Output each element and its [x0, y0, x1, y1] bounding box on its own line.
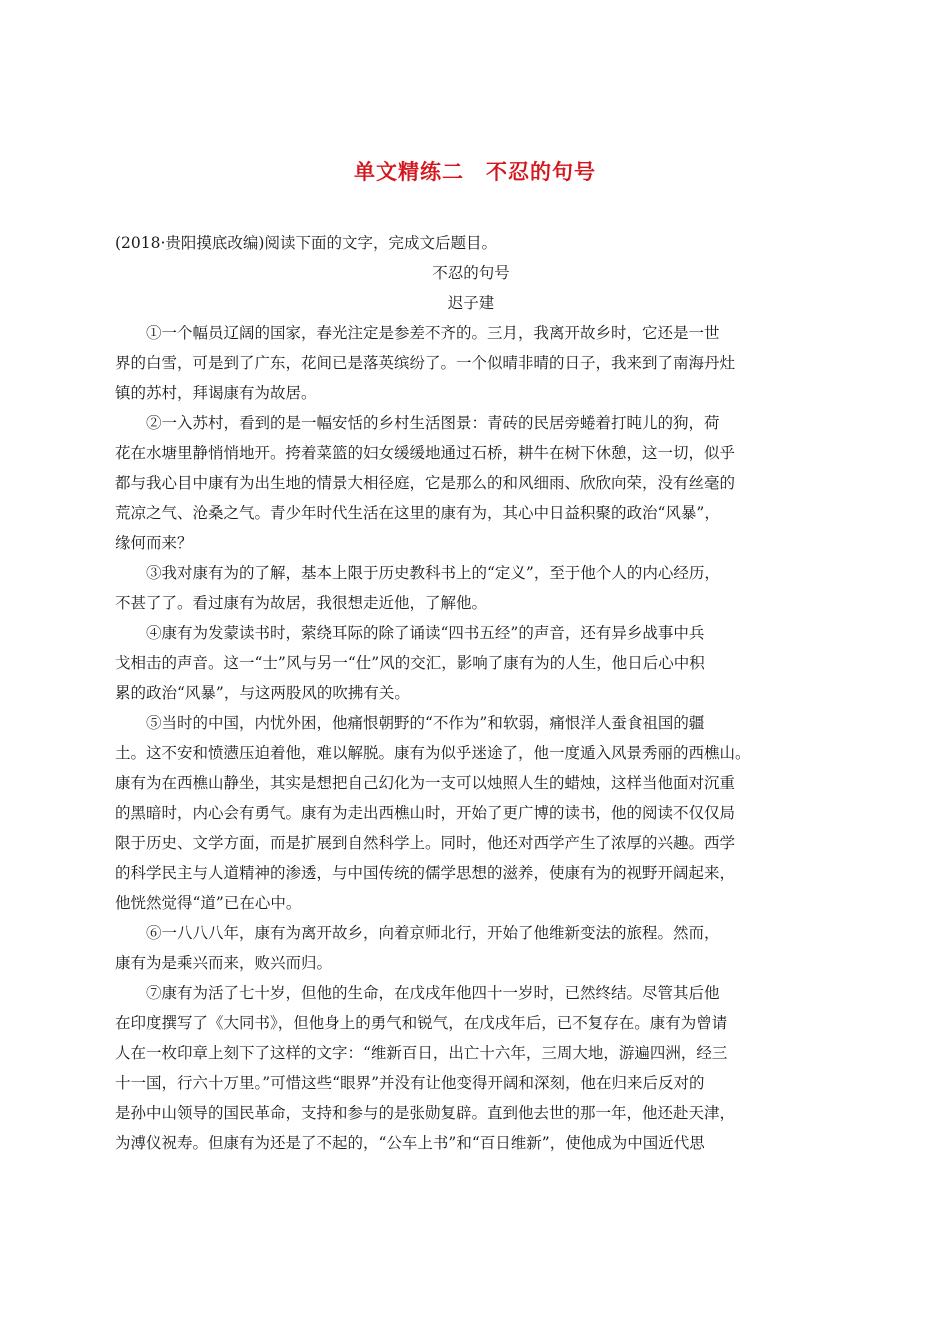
paragraph-line: ⑤当时的中国，内忧外困，他痛恨朝野的“不作为”和软弱，痛恨洋人蚕食祖国的疆 [146, 714, 705, 732]
paragraph-line: 康有为在西樵山静坐，其实是想把自己幻化为一支可以烛照人生的蜡烛，这样当他面对沉重 [115, 774, 736, 792]
paragraph-line: 康有为是乘兴而来，败兴而归。 [115, 954, 333, 972]
paragraph-line: 花在水塘里静悄悄地开。挎着菜篮的妇女缓缓地通过石桥，耕牛在树下休憩，这一切，似乎 [115, 444, 736, 462]
paragraph-line: ③我对康有为的了解，基本上限于历史教科书上的“定义”，至于他个人的内心经历， [146, 564, 720, 582]
paragraph-line: ②一入苏村，看到的是一幅安恬的乡村生活图景：青砖的民居旁蜷着打盹儿的狗，荷 [146, 414, 720, 432]
paragraph-line: 戈相击的声音。这一“士”风与另一“仕”风的交汇，影响了康有为的人生，他日后心中积 [115, 654, 705, 672]
essay-paragraph [115, 978, 827, 1158]
paragraph-line: 累的政治“风暴”，与这两股风的吹拂有关。 [115, 684, 410, 702]
essay-paragraph [115, 558, 827, 618]
paragraph-line: 十一国，行六十万里。”可惜这些“眼界”并没有让他变得开阔和深刻，他在归来后反对的 [115, 1074, 705, 1092]
paragraph-line: 限于历史、文学方面，而是扩展到自然科学上。同时，他还对西学产生了浓厚的兴趣。西学 [115, 834, 736, 852]
paragraph-line: ①一个幅员辽阔的国家，春光注定是参差不齐的。三月，我离开故乡时，它还是一世 [146, 324, 720, 342]
paragraph-line: 荒凉之气、沧桑之气。青少年时代生活在这里的康有为，其心中日益积聚的政治“风暴”， [115, 504, 720, 522]
essay-paragraph [115, 918, 827, 978]
paragraph-line: 镇的苏村，拜谒康有为故居。 [115, 384, 317, 402]
essay-author: 迟子建 [447, 294, 495, 312]
paragraph-line: ⑦康有为活了七十岁，但他的生命，在戊戌年他四十一岁时，已然终结。尽管其后他 [146, 984, 720, 1002]
paragraph-line: 的科学民主与人道精神的渗透，与中国传统的儒学思想的滋养，使康有为的视野开阔起来， [115, 864, 736, 882]
paragraph-line: 他恍然觉得“道”已在心中。 [115, 894, 302, 912]
page-title: 单文精练二 不忍的句号 [354, 160, 596, 184]
paragraph-line: 都与我心目中康有为出生地的情景大相径庭，它是那么的和风细雨、欣欣向荣，没有丝毫的 [115, 474, 736, 492]
paragraph-line: 的黑暗时，内心会有勇气。康有为走出西樵山时，开始了更广博的读书，他的阅读不仅仅局 [115, 804, 736, 822]
source-note: (2018·贵阳摸底改编)阅读下面的文字，完成文后题目。 [115, 234, 497, 252]
essay-paragraph [115, 708, 827, 918]
paragraph-line: 界的白雪，可是到了广东，花间已是落英缤纷了。一个似晴非晴的日子，我来到了南海丹灶 [115, 354, 736, 372]
essay-paragraph [115, 618, 827, 708]
paragraph-line: 在印度撰写了《大同书》，但他身上的勇气和锐气，在戊戌年后，已不复存在。康有为曾请 [115, 1014, 728, 1032]
paragraph-line: 不甚了了。看过康有为故居，我很想走近他，了解他。 [115, 594, 488, 612]
essay-title: 不忍的句号 [432, 264, 510, 282]
paragraph-line: 是孙中山领导的国民革命，支持和参与的是张勋复辟。直到他去世的那一年，他还赴天津， [115, 1104, 736, 1122]
paragraph-line: 缘何而来？ [115, 534, 193, 552]
paragraph-line: ④康有为发蒙读书时，萦绕耳际的除了诵读“四书五经”的声音，还有异乡战事中兵 [146, 624, 705, 642]
essay-paragraphs [115, 318, 827, 1158]
essay-paragraph [115, 318, 827, 408]
paragraph-line: 土。这不安和愤懑压迫着他，难以解脱。康有为似乎迷途了，他一度遁入风景秀丽的西樵山。 [115, 744, 751, 762]
paragraph-line: ⑥一八八八年，康有为离开故乡，向着京师北行，开始了他维新变法的旅程。然而， [146, 924, 720, 942]
document-body [115, 228, 827, 1158]
paragraph-line: 为溥仪祝寿。但康有为还是了不起的，“公车上书”和“百日维新”，使他成为中国近代思 [115, 1134, 705, 1152]
paragraph-line: 人在一枚印章上刻下了这样的文字：“维新百日，出亡十六年，三周大地，游遍四洲，经三 [115, 1044, 728, 1062]
essay-paragraph [115, 408, 827, 558]
